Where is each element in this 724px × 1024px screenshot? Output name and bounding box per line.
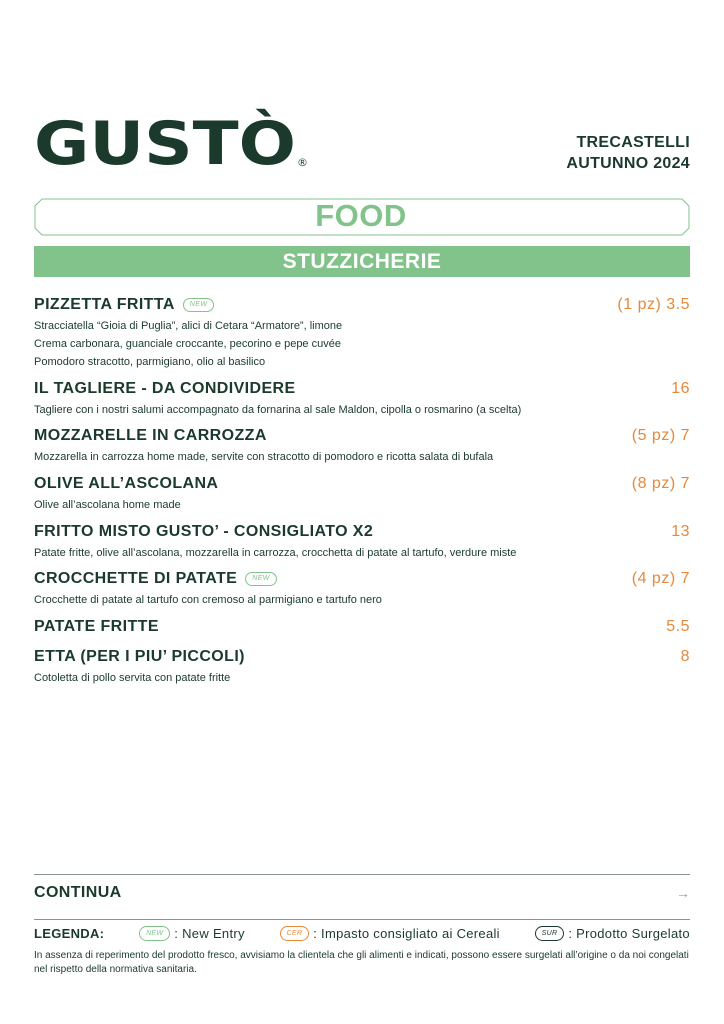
sur-badge-icon: SUR [535, 926, 565, 941]
menu-item-description: Olive all’ascolana home made [34, 499, 181, 511]
menu-item-header [34, 424, 690, 448]
new-badge-icon: NEW [245, 572, 277, 586]
menu-item-description: Mozzarella in carrozza home made, servite con stracotto di pomodoro e ricotta salata di bufala [34, 451, 494, 463]
cer-badge-icon: CER [280, 926, 310, 941]
legend-item-new [139, 926, 245, 941]
menu-item-header [34, 645, 690, 669]
legend-text: : Impasto consigliato ai Cereali [313, 926, 500, 941]
arrow-right-icon[interactable]: → [676, 885, 690, 901]
menu-item-price: 13 [671, 523, 690, 540]
menu-item-price: 5.5 [666, 618, 690, 635]
location-block [566, 132, 690, 174]
menu-item [34, 615, 690, 639]
menu-item-title: ETTA (PER I PIU’ PICCOLI) [34, 648, 245, 665]
legend-item-cer [280, 926, 500, 941]
section-title [34, 198, 688, 234]
menu-item-description: Pomodoro stracotto, parmigiano, olio al basilico [34, 356, 266, 368]
menu-item-name [34, 648, 245, 666]
menu-item-name [34, 618, 159, 636]
menu-item-description: Tagliere con i nostri salumi accompagnato da fornarina al sale Maldon, cipolla o rosmarino (a scelta) [34, 404, 522, 416]
menu-item-price: 8 [680, 648, 690, 665]
divider [34, 919, 690, 920]
footnote: In assenza di reperimento del prodotto fresco, avvisiamo la clientela che gli alimenti e indicati, possono essere surgelati all’origine o da noi congelati nel rispetto della normativa sanitaria. [34, 950, 689, 975]
menu-item-price: (5 pz) 7 [631, 427, 690, 444]
menu-item-title: MOZZARELLE IN CARROZZA [34, 427, 267, 444]
season-label: AUTUNNO 2024 [566, 155, 690, 172]
legend-item-sur [535, 926, 690, 941]
menu-item-price: (8 pz) 7 [631, 475, 690, 492]
menu-item-title: FRITTO MISTO GUSTO’ - CONSIGLIATO X2 [34, 523, 374, 540]
legend-text: : New Entry [174, 926, 245, 941]
divider [34, 874, 690, 875]
menu-item-title: OLIVE ALL’ASCOLANA [34, 475, 219, 492]
continua-label: CONTINUA [34, 884, 122, 901]
menu-item-header [34, 615, 690, 639]
menu-item-name [34, 523, 373, 541]
menu-item-title: PIZZETTA FRITTA [34, 296, 175, 313]
menu-item-title: CROCCHETTE DI PATATE [34, 570, 238, 587]
menu-item-list [34, 293, 690, 693]
menu-item-description: Crema carbonara, guanciale croccante, pecorino e pepe cuvée [34, 338, 341, 350]
menu-item [34, 472, 690, 514]
menu-item-price: (4 pz) 7 [631, 570, 690, 587]
category-header: STUZZICHERIE [34, 246, 690, 277]
brand-logo [34, 100, 324, 170]
legend [34, 926, 690, 941]
menu-item-name [34, 475, 218, 493]
continua-link[interactable] [34, 884, 690, 902]
menu-item-price: (1 pz) 3.5 [617, 296, 690, 313]
new-badge-icon: NEW [139, 926, 170, 941]
menu-item-description: Patate fritte, olive all’ascolana, mozzarella in carrozza, crocchetta di patate al tartufo, verdure miste [34, 547, 517, 559]
brand-logo-text: GUSTÒ [34, 109, 268, 170]
new-badge-icon: NEW [183, 298, 215, 312]
menu-item [34, 377, 690, 418]
menu-item-title: IL TAGLIERE - DA CONDIVIDERE [34, 380, 296, 397]
menu-item-description: Cotoletta di pollo servita con patate fritte [34, 672, 231, 684]
menu-item [34, 567, 690, 609]
legend-label: LEGENDA: [34, 926, 105, 941]
menu-item-header [34, 377, 690, 401]
menu-item-name [34, 296, 214, 314]
menu-item [34, 520, 690, 561]
location-name: TRECASTELLI [576, 134, 690, 151]
menu-item-description: Crocchette di patate al tartufo con cremoso al parmigiano e tartufo nero [34, 594, 382, 606]
menu-item-header [34, 567, 690, 591]
menu-item-name [34, 427, 267, 445]
menu-item-name [34, 570, 277, 588]
menu-item-price: 16 [671, 380, 690, 397]
menu-item-description: Stracciatella “Gioia di Puglia”, alici di Cetara “Armatore”, limone [34, 320, 343, 332]
registered-mark: ® [297, 156, 308, 169]
legend-text: : Prodotto Surgelato [568, 926, 690, 941]
menu-item-header [34, 293, 690, 317]
menu-item [34, 424, 690, 466]
section-title-text: FOOD [315, 198, 407, 233]
menu-item [34, 645, 690, 687]
menu-item-title: PATATE FRITTE [34, 618, 159, 635]
menu-item [34, 293, 690, 371]
menu-item-header [34, 472, 690, 496]
menu-item-header [34, 520, 690, 544]
menu-item-name [34, 380, 296, 398]
